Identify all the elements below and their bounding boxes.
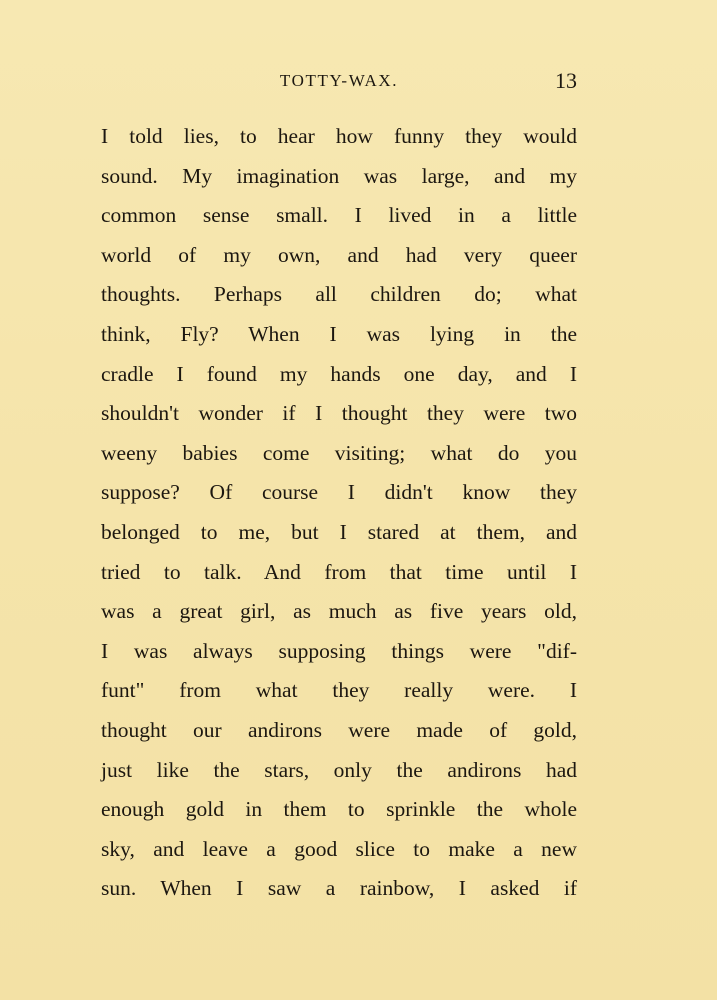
text-line: world of my own, and had very queer: [101, 242, 577, 267]
text-line: shouldn't wonder if I thought they were two: [101, 401, 577, 426]
text-line: belonged to me, but I stared at them, and: [101, 519, 577, 544]
text-line: was a great girl, as much as five years old,: [101, 599, 577, 624]
text-line: think, Fly? When I was lying in the: [101, 321, 577, 346]
text-line: thought our andirons were made of gold,: [101, 717, 577, 742]
body-text: [101, 117, 577, 909]
text-line: sound. My imagination was large, and my: [101, 163, 577, 188]
running-title: TOTTY-WAX.: [279, 71, 399, 90]
text-line: just like the stars, only the andirons had: [101, 757, 577, 782]
text-line: funt" from what they really were. I: [101, 678, 577, 703]
page-header: [101, 66, 577, 96]
text-line: thoughts. Perhaps all children do; what: [101, 282, 577, 307]
text-line: suppose? Of course I didn't know they: [101, 480, 577, 505]
text-line: sun. When I saw a rainbow, I asked if: [101, 876, 577, 901]
page-number: 13: [555, 68, 577, 93]
text-line: I was always supposing things were "dif-: [101, 638, 577, 663]
text-line: cradle I found my hands one day, and I: [101, 361, 577, 386]
text-line: tried to talk. And from that time until I: [101, 559, 577, 584]
text-line: common sense small. I lived in a little: [101, 203, 577, 228]
text-line: enough gold in them to sprinkle the whole: [101, 797, 577, 822]
text-line: I told lies, to hear how funny they would: [101, 124, 577, 148]
text-line: sky, and leave a good slice to make a new: [101, 836, 577, 861]
text-line: weeny babies come visiting; what do you: [101, 440, 577, 465]
